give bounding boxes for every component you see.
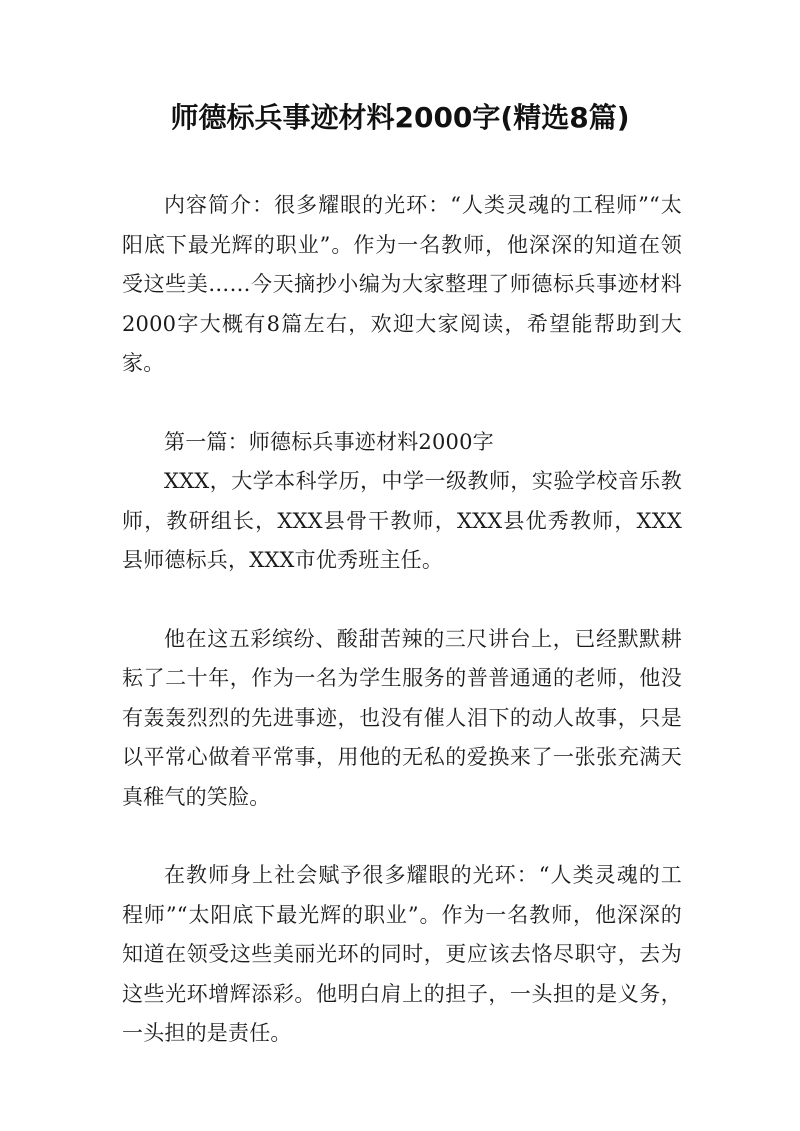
body-paragraph: 在教师身上社会赋予很多耀眼的光环：“人类灵魂的工程师”“太阳底下最光辉的职业”。作为一名教师，他深深的知道在领受这些美丽光环的同时，更应该去恪尽职守，去为这些光环增辉添彩。他明白肩上的担子，一头担的是义务，一头担的是责任。 bbox=[122, 863, 682, 1045]
intro-paragraph: 内容简介：很多耀眼的光环：“人类灵魂的工程师”“太阳底下最光辉的职业”。作为一名教师，他深深的知道在领受这些美……今天摘抄小编为大家整理了师德标兵事迹材料2000字大概有8篇左右，欢迎大家阅读，希望能帮助到大家。 bbox=[122, 193, 682, 375]
body-paragraph: 他在这五彩缤纷、酸甜苦辣的三尺讲台上，已经默默耕耘了二十年，作为一名为学生服务的普普通通的老师，他没有轰轰烈烈的先进事迹，也没有催人泪下的动人故事，只是以平常心做着平常事，用他的无私的爱换来了一张张充满天真稚气的笑脸。 bbox=[122, 626, 682, 809]
body-paragraph: XXX，大学本科学历，中学一级教师，实验学校音乐教师，教研组长，XXX县骨干教师，XXX县优秀教师，XXX县师德标兵，XXX市优秀班主任。 bbox=[122, 469, 682, 572]
document-body bbox=[122, 186, 682, 1054]
document-title: 师德标兵事迹材料2000字(精选8篇) bbox=[170, 101, 630, 134]
section-heading: 第一篇：师德标兵事迹材料2000字 bbox=[164, 429, 494, 454]
